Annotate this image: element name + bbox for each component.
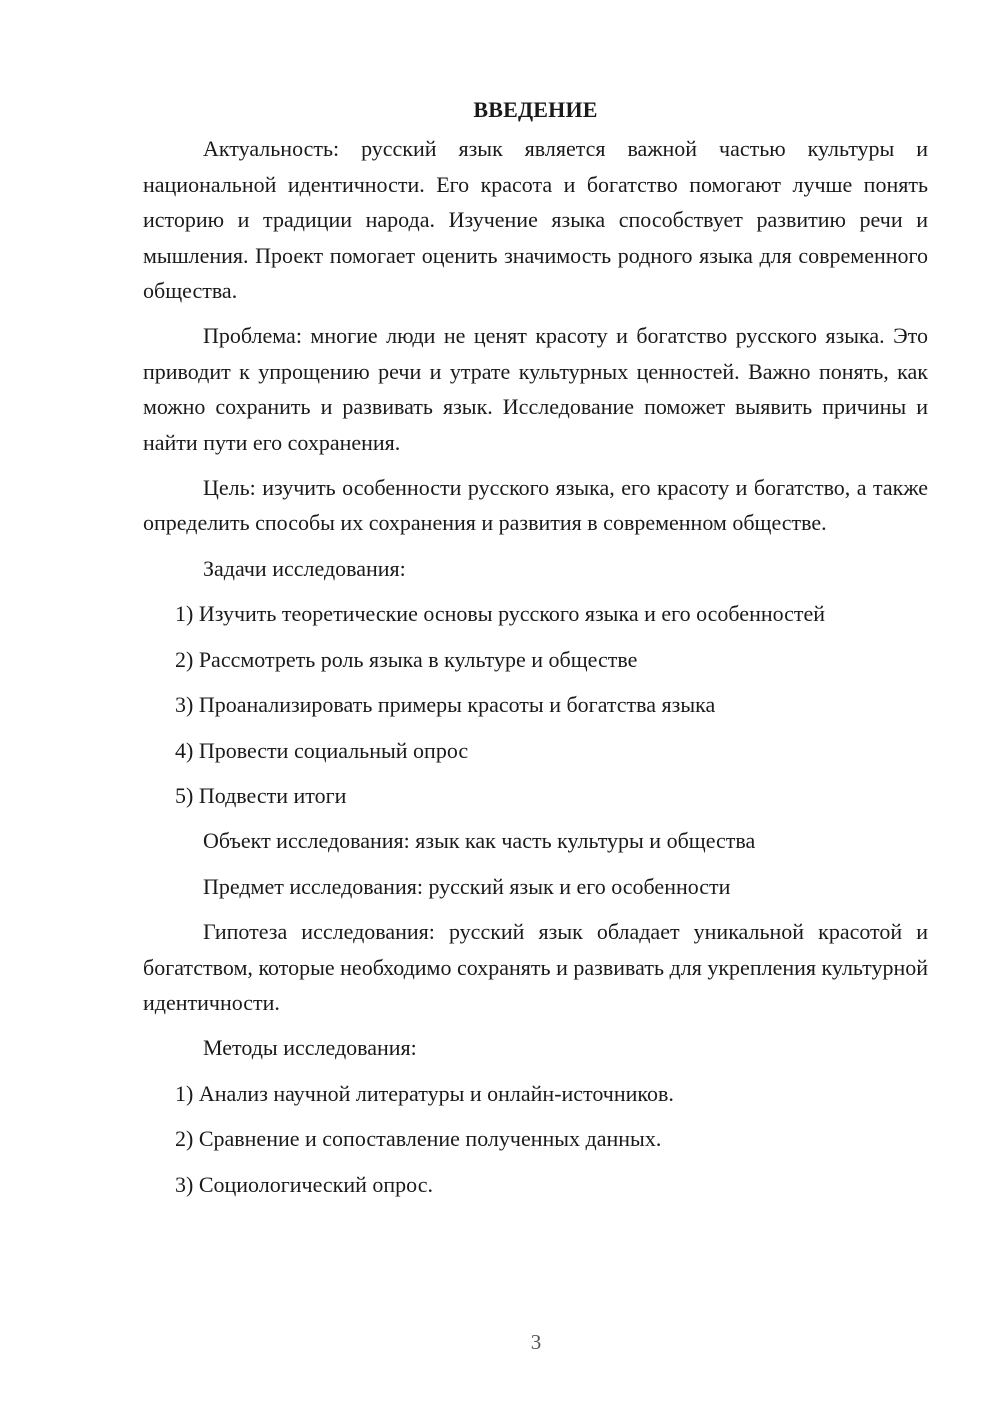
list-item: 3) Проанализировать примеры красоты и богатства языка (175, 692, 716, 718)
list-item: 4) Провести социальный опрос (175, 737, 469, 763)
page-number: 3 (530, 1330, 542, 1354)
relevance-paragraph: Актуальность: русский язык является важной частью культуры и национальной идентичности. Его красота и богатство помогают лучше понять историю и традиции народа. Изучение языка способствует развитию речи и мышления. Проект помогает оценить значимость родного языка для современного общества. (143, 136, 928, 304)
list-item: 3) Социологический опрос. (175, 1171, 433, 1197)
page-content (143, 92, 928, 1212)
list-item: 2) Сравнение и сопоставление полученных данных. (175, 1126, 662, 1152)
list-item: 1) Анализ научной литературы и онлайн-источников. (175, 1080, 674, 1106)
list-item: 2) Рассмотреть роль языка в культуре и обществе (175, 646, 638, 672)
methods-list (143, 1076, 928, 1202)
list-item: 5) Подвести итоги (175, 782, 347, 808)
hypothesis-paragraph: Гипотеза исследования: русский язык обладает уникальной красотой и богатством, которые необходимо сохранять и развивать для укрепления культурной идентичности. (143, 919, 928, 1015)
subject-line: Предмет исследования: русский язык и его особенности (203, 873, 731, 899)
goal-paragraph: Цель: изучить особенности русского языка, его красоту и богатство, а также определить способы их сохранения и развития в современном обществе. (143, 475, 928, 536)
object-line: Объект исследования: язык как часть культуры и общества (203, 828, 756, 854)
methods-heading: Методы исследования: (203, 1035, 417, 1061)
tasks-list (143, 596, 928, 813)
section-title: ВВЕДЕНИЕ (473, 97, 598, 122)
tasks-heading: Задачи исследования: (203, 555, 406, 581)
problem-paragraph: Проблема: многие люди не ценят красоту и богатство русского языка. Это приводит к упрощению речи и утрате культурных ценностей. Важно понять, как можно сохранить и развивать язык. Исследование поможет выявить причины и найти пути его сохранения. (143, 323, 928, 455)
list-item: 1) Изучить теоретические основы русского языка и его особенностей (175, 601, 826, 627)
